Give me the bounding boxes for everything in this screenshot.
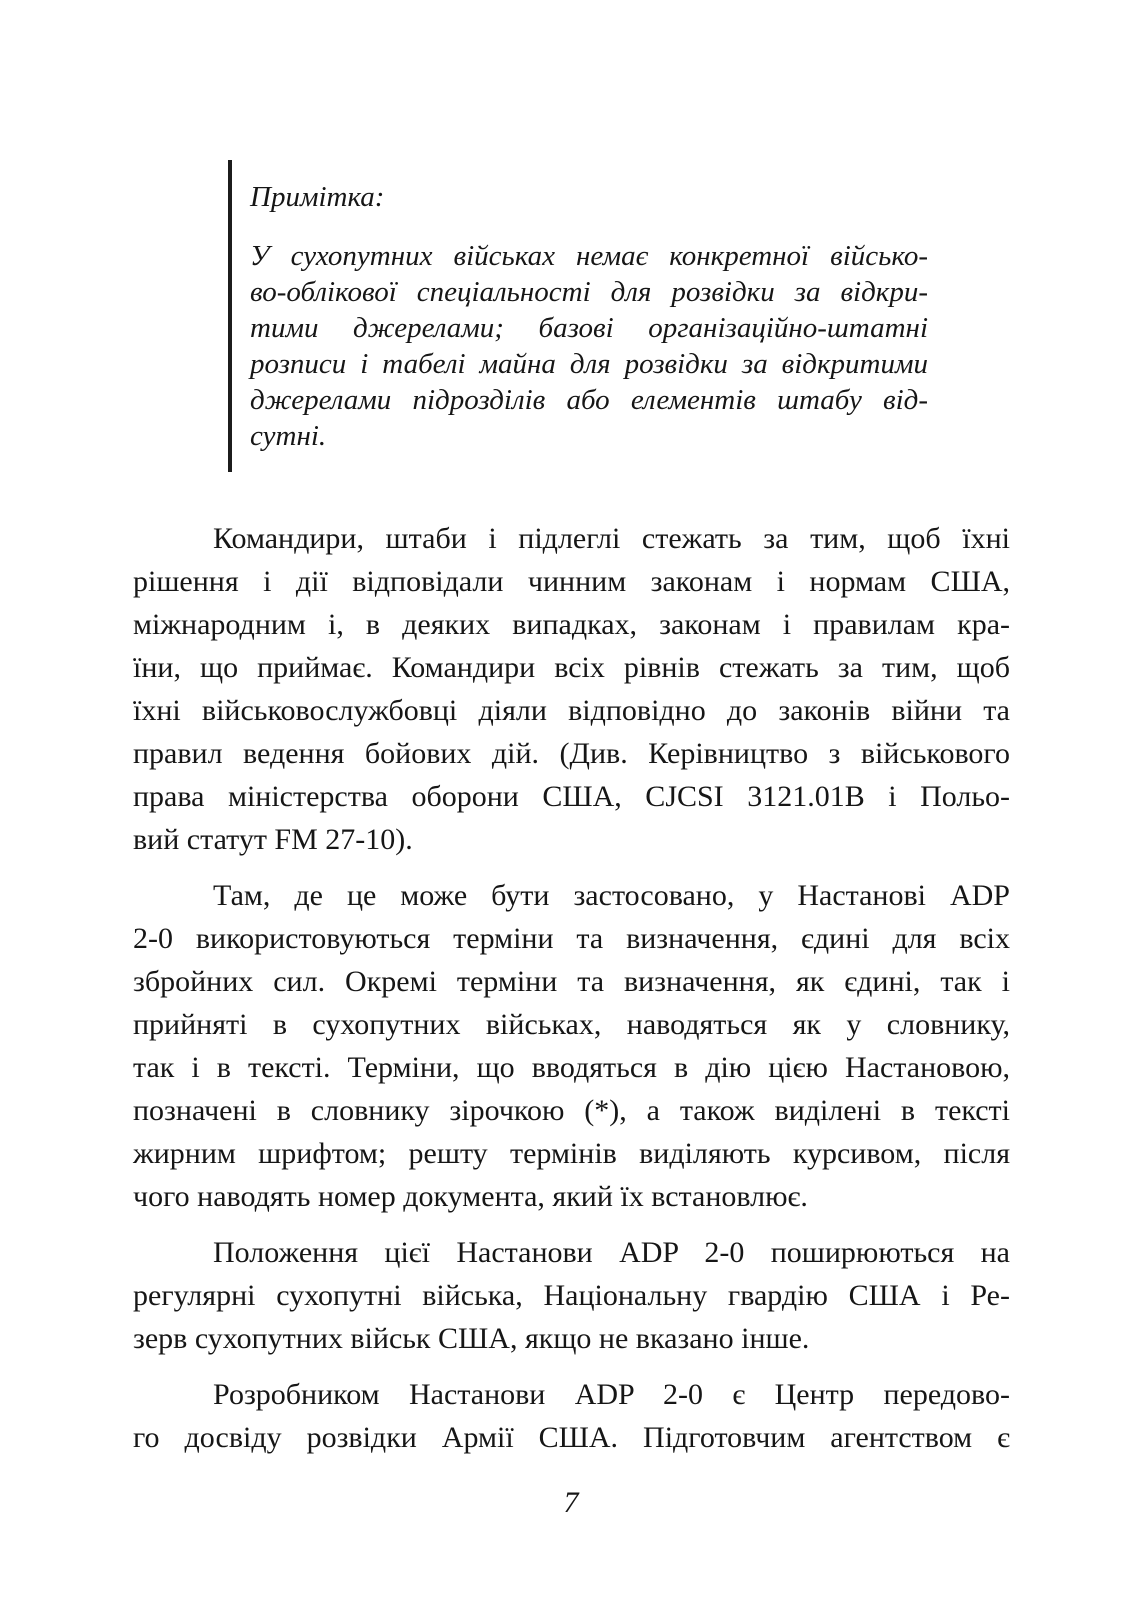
text-line: вий статут FM 27-10). [133,823,413,856]
text-line: чого наводять номер документа, який їх встановлює. [133,1180,808,1213]
paragraph [133,874,1010,1218]
note-line: розписи і табелі майна для розвідки за відкритими [250,348,928,380]
text-line: 2-0 використовуються терміни та визначення, єдині для всіх [133,922,1010,955]
note-line: У сухопутних військах немає конкретної військо- [250,240,928,272]
paragraph [133,1231,1010,1360]
paragraph [133,517,1010,861]
text-line: Розробником Настанови ADP 2-0 є Центр передово- [213,1378,1010,1411]
note-line: сутні. [250,420,327,452]
body-text [133,517,1010,1472]
text-line: так і в тексті. Терміни, що вводяться в дію цією Настановою, [133,1051,1010,1084]
text-line: прийняті в сухопутних військах, наводяться як у словнику, [133,1008,1010,1041]
text-line: го досвіду розвідки Армії США. Підготовчим агентством є [133,1421,1010,1454]
text-line: Командири, штаби і підлеглі стежать за тим, щоб їхні [213,522,1010,555]
note-block [228,160,928,472]
note-label: Примітка: [250,181,385,213]
text-line: позначені в словнику зірочкою (*), а також виділені в тексті [133,1094,1010,1127]
text-line: їхні військовослужбовці діяли відповідно до законів війни та [133,694,1010,727]
paragraph [133,1373,1010,1459]
text-line: Там, де це може бути застосовано, у Настанові ADP [213,879,1010,912]
note-line: тими джерелами; базові організаційно-штатні [250,312,928,344]
text-line: жирним шрифтом; решту термінів виділяють курсивом, після [133,1137,1010,1170]
page-number: 7 [563,1486,579,1519]
text-line: регулярні сухопутні війська, Національну гвардію США і Ре- [133,1279,1010,1312]
note-line: джерелами підрозділів або елементів штабу від- [250,384,928,416]
note-line: во-облікової спеціальності для розвідки за відкри- [250,276,928,308]
note-text [250,238,928,454]
text-line: збройних сил. Окремі терміни та визначення, як єдині, так і [133,965,1010,998]
text-line: міжнародним і, в деяких випадках, законам і правилам кра- [133,608,1010,641]
text-line: рішення і дії відповідали чинним законам і нормам США, [133,565,1010,598]
text-line: їни, що приймає. Командири всіх рівнів стежать за тим, щоб [133,651,1010,684]
text-line: правил ведення бойових дій. (Див. Керівництво з військового [133,737,1010,770]
text-line: Положення цієї Настанови ADP 2-0 поширюються на [213,1236,1010,1269]
text-line: зерв сухопутних військ США, якщо не вказано інше. [133,1322,810,1355]
text-line: права міністерства оборони США, CJCSI 3121.01B і Польо- [133,780,1010,813]
